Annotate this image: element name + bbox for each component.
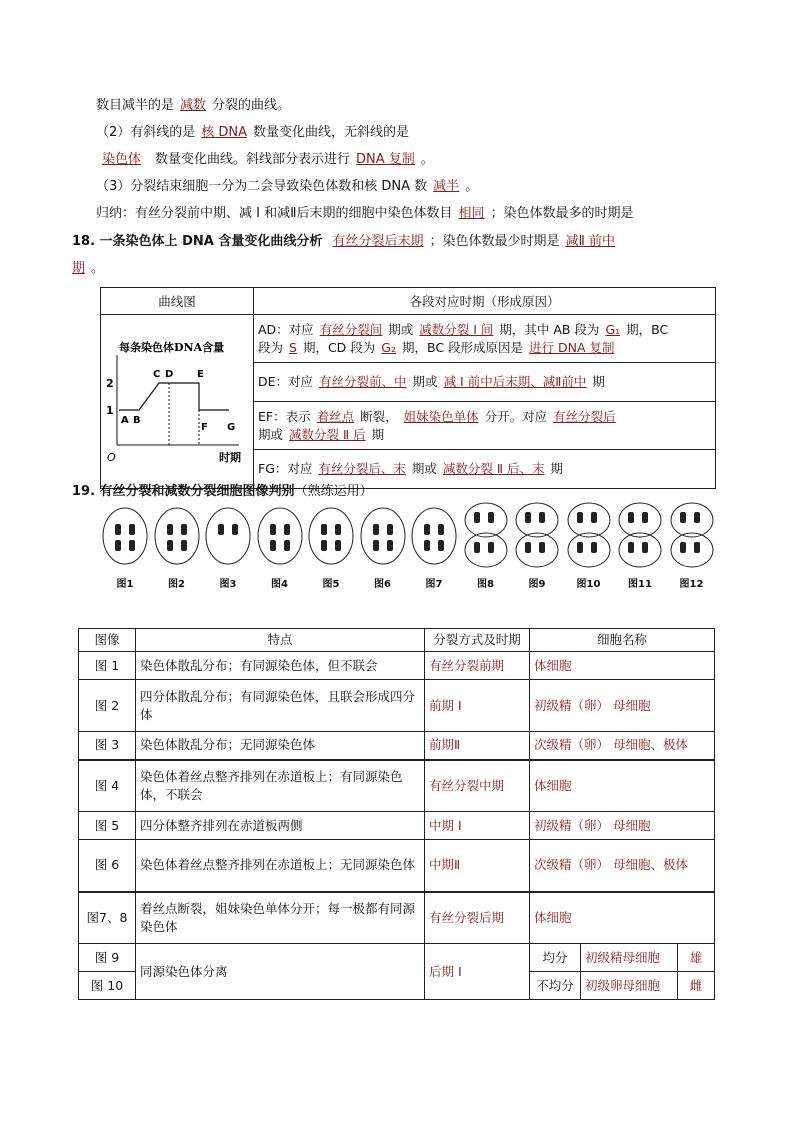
cell-membrane [465, 533, 507, 567]
tick-2: 2 [106, 377, 114, 390]
cell-membrane [258, 508, 302, 564]
answer: 进行 DNA 复制 [529, 339, 615, 355]
feat-cell: 染色体散乱分布；无同源染色体 [136, 732, 425, 760]
cell-drawing [152, 500, 202, 572]
feat-cell: 染色体着丝点整齐排列在赤道板上；有同源染色体，不联会 [136, 760, 425, 812]
text: 。 [420, 152, 434, 167]
name-cell [530, 944, 715, 1000]
figure-label: 图5 [322, 579, 340, 590]
x-axis-label: 时期 [219, 451, 241, 464]
chromosome [488, 512, 494, 523]
answer: 减数分裂 Ⅱ 后 [289, 426, 366, 442]
cell-figure [358, 500, 408, 590]
chromosome [167, 540, 173, 551]
graph-cell [101, 315, 254, 489]
answer: 染色体 [102, 152, 142, 167]
figure-label: 图10 [576, 579, 601, 590]
cell-membrane [568, 503, 610, 537]
intro-line-2 [96, 123, 409, 143]
table-row [79, 760, 715, 812]
text: 数目减半的是 [96, 98, 175, 113]
text: 断裂， [360, 408, 398, 424]
header-cell: 细胞名称 [530, 629, 715, 652]
chromosome [321, 540, 327, 551]
answer: DNA 复制 [356, 152, 415, 167]
chromosome [284, 524, 290, 535]
q18-line [72, 232, 621, 252]
answer: 有丝分裂前、中 [319, 374, 407, 390]
cell-membrane [309, 508, 353, 564]
chromosome [577, 512, 583, 523]
img-cell: 图7、8 [79, 892, 136, 944]
cell-membrane [619, 503, 661, 537]
name-cell: 初级精（卵） 母细胞 [530, 680, 715, 732]
dna-curve [119, 383, 229, 410]
chromosome [474, 512, 480, 523]
answer: 减Ⅱ 前中 [565, 234, 616, 249]
feat-cell: 四分体散乱分布；有同源染色体，且联会形成四分体 [136, 680, 425, 732]
tick-1: 1 [106, 404, 114, 417]
cell-table [78, 628, 715, 1000]
answer: 有丝分裂后、末 [318, 461, 406, 477]
table-row [79, 652, 715, 680]
header-cell: 特点 [136, 629, 425, 652]
text: 。 [91, 261, 105, 276]
chromosome [373, 540, 379, 551]
table-row [79, 892, 715, 944]
point-label: G [227, 422, 236, 433]
figure-label: 图8 [477, 579, 494, 590]
cell-figure [306, 500, 356, 590]
chromosome [181, 524, 187, 535]
chromosome [424, 524, 430, 535]
text: ；染色体数最多的时期是 [490, 206, 634, 221]
sub-cell: 雄 [689, 949, 703, 965]
text: AD：对应 [258, 321, 314, 337]
name-cell: 体细胞 [530, 892, 715, 944]
name-cell: 次级精（卵） 母细胞、极体 [530, 732, 715, 760]
chromosome [628, 512, 634, 523]
answer: 有丝分裂后 [553, 408, 616, 424]
text: DE：对应 [258, 374, 314, 390]
text: 期，BC 段形成原因是 [401, 339, 524, 355]
intro-line-5 [96, 204, 634, 224]
q18-line-2 [72, 259, 104, 279]
mode-cell: 有丝分裂后期 [425, 892, 530, 944]
figure-label: 图11 [628, 579, 652, 590]
text: 期或 [412, 374, 438, 390]
cell-figure [667, 500, 717, 590]
cell-drawing [203, 500, 253, 572]
cell-figure [100, 500, 150, 590]
sub-row [530, 972, 714, 999]
figure-label: 图2 [168, 579, 185, 590]
cell-membrane [412, 508, 456, 564]
chromosome [218, 524, 224, 535]
text: 段为 [258, 339, 284, 355]
cell-drawing [615, 500, 665, 572]
table-row [79, 812, 715, 840]
img-cell: 图 9 [79, 944, 136, 972]
answer: 减数 [180, 98, 207, 113]
answer: 减半 [433, 179, 460, 194]
answer: 减数分裂 Ⅱ 后、末 [442, 461, 545, 477]
header-cell: 分裂方式及时期 [425, 629, 530, 652]
chromosome [591, 512, 597, 523]
question-title: 18. 一条染色体上 DNA 含量变化曲线分析 [72, 234, 323, 249]
table-row [79, 944, 715, 972]
point-label: D [165, 369, 174, 380]
answer: G₂ [381, 339, 396, 355]
chromosome [335, 524, 341, 535]
text: 期或 [388, 321, 414, 337]
text: EF：表示 [258, 408, 311, 424]
cell-membrane [155, 508, 199, 564]
text: 期，CD 段为 [302, 339, 376, 355]
cell-drawing [255, 500, 305, 572]
chromosome [373, 524, 379, 535]
answer: 核 DNA [201, 125, 248, 140]
feat-cell: 四分体整齐排列在赤道板两侧 [136, 812, 425, 840]
cell-drawing [358, 500, 408, 572]
cell-drawing [306, 500, 356, 572]
text: 期 [550, 461, 564, 477]
mode-cell: 有丝分裂中期 [425, 760, 530, 812]
answer: 减 I 前中后末期、减Ⅱ前中 [443, 374, 587, 390]
figure-label: 图6 [374, 579, 391, 590]
cell-membrane [671, 533, 713, 567]
cell-drawing [512, 500, 562, 572]
feat-cell: 着丝点断裂，姐妹染色单体分开；每一极都有同源染色体 [136, 892, 425, 944]
cell-membrane [361, 508, 405, 564]
text: 期，其中 AB 段为 [499, 321, 600, 337]
cell-figure [255, 500, 305, 590]
name-cell: 体细胞 [530, 760, 715, 812]
chromosome [115, 524, 121, 535]
figure-label: 图4 [271, 579, 288, 590]
chromosome [628, 542, 634, 553]
chromosome [694, 512, 700, 523]
cell-membrane [206, 508, 250, 564]
figure-label: 图7 [425, 579, 443, 590]
text: （3）分裂结束细胞一分为二会导致染色体数和核 DNA 数 [96, 179, 428, 194]
text: （熟练运用） [294, 484, 373, 499]
intro-line-1 [96, 96, 290, 116]
header-cell: 各段对应时期（形成原因） [254, 288, 716, 315]
text: （2）有斜线的是 [96, 125, 196, 140]
cell-membrane [671, 503, 713, 537]
text: 期，BC [626, 321, 669, 337]
sub-cell: 初级卵母细胞 [581, 972, 678, 999]
text: 期或 [411, 461, 437, 477]
text: 数量变化曲线，无斜线的是 [253, 125, 410, 140]
point-label: A [121, 415, 129, 426]
chromosome [115, 540, 121, 551]
chromosome [335, 540, 341, 551]
q19-line [72, 482, 373, 502]
text: FG：对应 [258, 461, 313, 477]
mode-cell: 中期 I [425, 812, 530, 840]
answer: 期 [72, 261, 86, 276]
answer: S [289, 339, 297, 355]
figure-label: 图9 [528, 579, 546, 590]
table-row [79, 732, 715, 760]
cell-figure [203, 500, 253, 590]
text: 归纳：有丝分裂前中期、减 I 和减Ⅱ后末期的细胞中染色体数目 [96, 206, 453, 221]
cell-figure [512, 500, 562, 590]
sub-row [530, 944, 714, 972]
chromosome [438, 524, 444, 535]
ad-row [254, 315, 716, 363]
cell-drawing [100, 500, 150, 572]
answer: 减数分裂 I 间 [419, 321, 494, 337]
text: 分裂的曲线。 [212, 98, 291, 113]
chromosome [270, 540, 276, 551]
text: 期 [371, 426, 385, 442]
cell-drawing [564, 500, 614, 572]
img-cell: 图 5 [79, 812, 136, 840]
figure-label: 图12 [679, 579, 704, 590]
chromosome [284, 540, 290, 551]
chromosome [474, 542, 480, 553]
chromosome [387, 540, 393, 551]
img-cell: 图 2 [79, 680, 136, 732]
header-cell: 图像 [79, 629, 136, 652]
dna-curve-graph [101, 315, 251, 485]
chromosome [438, 540, 444, 551]
name-cell: 次级精（卵） 母细胞、极体 [530, 840, 715, 892]
chromosome [129, 540, 135, 551]
cell-membrane [516, 503, 558, 537]
cell-drawing [667, 500, 717, 572]
point-label: B [133, 415, 141, 426]
text: 数量变化曲线。斜线部分表示进行 [155, 152, 351, 167]
chromosome [181, 540, 187, 551]
feat-cell: 染色体散乱分布；有同源染色体，但不联会 [136, 652, 425, 680]
chromosome [167, 524, 173, 535]
cell-membrane [465, 503, 507, 537]
chromosome [232, 524, 238, 535]
curve-table [100, 287, 716, 489]
answer: 姐妹染色单体 [403, 408, 479, 424]
mode-cell: 前期Ⅱ [425, 732, 530, 760]
y-axis-label: 每条染色体DNA含量 [119, 341, 225, 354]
chromosome [577, 542, 583, 553]
feat-cell: 同源染色体分离 [136, 944, 425, 1000]
question-title: 19. 有丝分裂和减数分裂细胞图像判别 [72, 484, 295, 499]
figure-label: 图3 [219, 579, 237, 590]
sub-cell: 雌 [689, 977, 703, 993]
mode-cell: 后期 I [425, 944, 530, 1000]
cell-figure [564, 500, 614, 590]
cell-figure [409, 500, 459, 590]
chromosome [488, 542, 494, 553]
img-cell: 图 3 [79, 732, 136, 760]
img-cell: 图 4 [79, 760, 136, 812]
cell-figures [100, 500, 716, 592]
mode-cell: 中期Ⅱ [425, 840, 530, 892]
chromosome [129, 524, 135, 535]
feat-cell: 染色体着丝点整齐排列在赤道板上；无同源染色体 [136, 840, 425, 892]
img-cell: 图 1 [79, 652, 136, 680]
header-cell: 曲线图 [101, 288, 254, 315]
sub-cell: 不均分 [530, 972, 581, 999]
figure-label: 图1 [116, 579, 134, 590]
ef-row [254, 401, 716, 449]
chromosome [525, 512, 531, 523]
sub-cell: 均分 [530, 944, 581, 971]
cell-membrane [619, 533, 661, 567]
answer: 有丝分裂间 [319, 321, 383, 337]
table-row [79, 680, 715, 732]
chromosome [539, 512, 545, 523]
text: 期或 [258, 426, 284, 442]
chromosome [642, 542, 648, 553]
cell-drawing [461, 500, 511, 572]
chromosome [525, 542, 531, 553]
text: 分开。对应 [484, 408, 548, 424]
point-label: C [153, 369, 161, 380]
cell-figure [152, 500, 202, 590]
cell-figure [461, 500, 511, 590]
text: ；染色体数最少时期是 [429, 234, 560, 249]
answer: 相同 [458, 206, 485, 221]
img-cell: 图 6 [79, 840, 136, 892]
mode-cell: 前期 I [425, 680, 530, 732]
chromosome [539, 542, 545, 553]
chromosome [642, 512, 648, 523]
chromosome [680, 512, 686, 523]
point-label: F [201, 422, 208, 433]
cell-membrane [516, 533, 558, 567]
intro-line-3 [96, 150, 434, 170]
chromosome [680, 542, 686, 553]
answer: G₁ [605, 321, 621, 337]
chromosome [694, 542, 700, 553]
table-row [79, 840, 715, 892]
cell-membrane [103, 508, 147, 564]
answer: 着丝点 [316, 408, 355, 424]
name-cell: 体细胞 [530, 652, 715, 680]
chromosome [591, 542, 597, 553]
text: 。 [465, 179, 479, 194]
answer: 有丝分裂后末期 [332, 234, 424, 249]
intro-line-4 [96, 177, 478, 197]
cell-figure [615, 500, 665, 590]
mode-cell: 有丝分裂前期 [425, 652, 530, 680]
chromosome [321, 524, 327, 535]
text: 期 [592, 374, 605, 390]
name-cell: 初级精（卵） 母细胞 [530, 812, 715, 840]
cell-membrane [568, 533, 610, 567]
origin-label: O [107, 451, 116, 464]
chromosome [270, 524, 276, 535]
cell-drawing [409, 500, 459, 572]
de-row [254, 363, 716, 402]
chromosome [387, 524, 393, 535]
chromosome [424, 540, 430, 551]
point-label: E [197, 369, 204, 380]
sub-cell: 初级精母细胞 [581, 944, 678, 971]
img-cell: 图 10 [79, 972, 136, 1000]
